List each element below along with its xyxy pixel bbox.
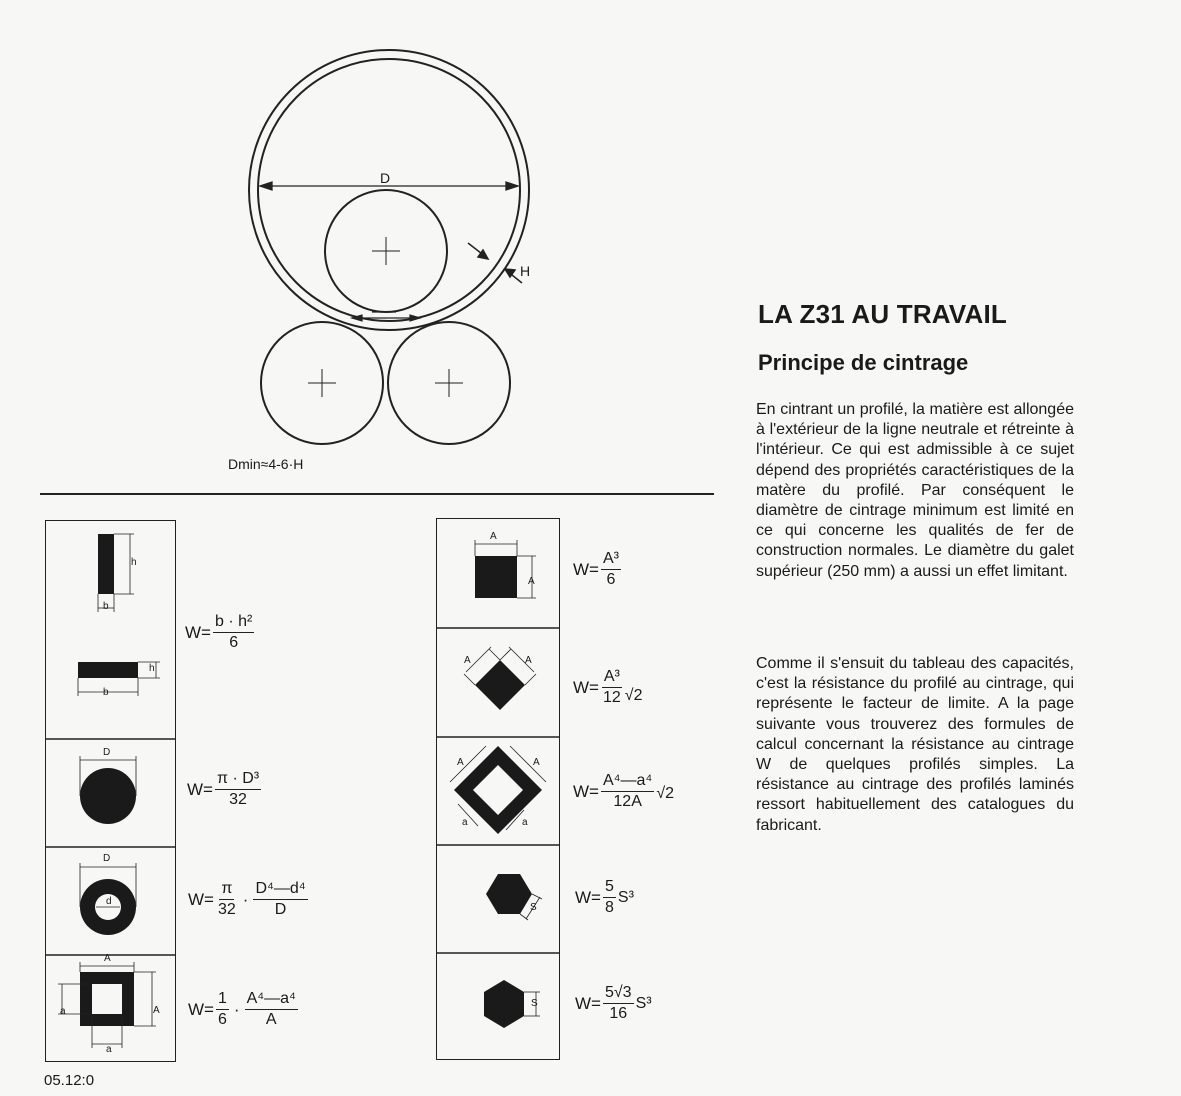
- diamond-label-A-left: A: [464, 655, 471, 666]
- diamond-shape: [452, 638, 552, 726]
- formula-tube-lhs: W=: [188, 889, 214, 909]
- formula-hexagon-point-tail: S³: [635, 994, 652, 1012]
- formula-hollow-square-num1: 1: [216, 990, 229, 1010]
- formula-hollow-diamond-den: 12A: [613, 793, 642, 810]
- bending-diagram: [0, 0, 720, 480]
- rect-vertical-label-b: b: [103, 601, 109, 612]
- diagram-label-D: D: [380, 170, 391, 186]
- formula-diamond-root: √2: [624, 686, 643, 704]
- hollow-diamond-shape: [440, 740, 558, 840]
- formula-hexagon-flat-den: 8: [604, 899, 614, 916]
- formula-tube-den1: 32: [217, 901, 236, 918]
- rect-horizontal-shape: [74, 650, 169, 700]
- formula-hollow-diamond-num: A⁴—a⁴: [601, 772, 654, 792]
- diamond-label-A-right: A: [525, 655, 532, 666]
- formula-square-num: A³: [601, 550, 621, 570]
- page-code: 05.12:0: [44, 1072, 95, 1089]
- formula-hollow-square: [188, 990, 300, 1029]
- formula-hollow-square-num2: A⁴—a⁴: [245, 990, 298, 1010]
- formula-tube-dot: ·: [242, 889, 249, 909]
- hollow-diamond-label-A-right: A: [533, 757, 540, 768]
- hollow-diamond-label-A-left: A: [457, 757, 464, 768]
- formula-tube-num1: π: [219, 880, 234, 900]
- formula-rectangle-num: b · h²: [213, 613, 254, 633]
- formula-hexagon-point-den: 16: [609, 1005, 628, 1022]
- rect-horizontal-label-h: h: [149, 663, 155, 674]
- hexagon-flat-label-S: S: [530, 902, 537, 913]
- formula-tube: [188, 880, 310, 919]
- tube-label-D: D: [103, 853, 111, 864]
- formula-square-lhs: W=: [573, 559, 599, 579]
- hexagon-point-shape: [470, 974, 550, 1040]
- body-paragraph-2: Comme il s'ensuit du tableau des capacités, c'est la résistance du profilé au cintrage, qui représente le facteur de limite. A la page suivante vous trouverez des formules de calcul concernant la résistance au cintrage W de quelques profilés simples. La résistance au cintrage des profilés laminés ressort habituellement des catalogues du fabricant.: [756, 655, 1074, 834]
- formula-hexagon-flat: [575, 878, 634, 917]
- tube-label-d: d: [106, 896, 112, 907]
- solid-circle-label-D: D: [103, 747, 111, 758]
- formula-hollow-square-lhs: W=: [188, 999, 214, 1019]
- hollow-diamond-label-a-right: a: [522, 817, 528, 828]
- formula-rectangle: [185, 613, 256, 652]
- page-title: LA Z31 AU TRAVAIL: [758, 299, 1007, 329]
- formula-tube-num2: D⁴—d⁴: [253, 880, 307, 900]
- formula-hollow-square-dot: ·: [233, 999, 240, 1019]
- hexagon-flat-shape: [470, 866, 550, 926]
- body-paragraph-1: En cintrant un profilé, la matière est allongée à l'extérieur de la ligne neutrale et rétreinte à l'intérieur. Ce qui est admissible à ce sujet dépend des propriétés caractéristiques de la matère du profilé. Par conséquent le diamètre de cintrage minimum est limité en ce qui concerne les qualités de fer de construction normales. Le diamètre du galet supérieur (250 mm) a aussi un effet limitant.: [756, 401, 1074, 580]
- formula-hexagon-point: [575, 984, 652, 1023]
- hollow-diamond-label-a-left: a: [462, 817, 468, 828]
- hollow-square-label-a-bottom: a: [106, 1044, 112, 1055]
- hollow-square-label-A-top: A: [104, 953, 111, 964]
- formula-hollow-diamond: [573, 772, 674, 811]
- rect-horizontal-label-b: b: [103, 687, 109, 698]
- square-shape: [466, 532, 546, 604]
- formula-hollow-square-den2: A: [265, 1011, 277, 1028]
- formula-circle-lhs: W=: [187, 779, 213, 799]
- formula-hollow-diamond-root: √2: [656, 784, 674, 802]
- rect-vertical-label-h: h: [131, 557, 137, 568]
- formula-hollow-diamond-lhs: W=: [573, 781, 599, 801]
- page-subtitle: Principe de cintrage: [758, 350, 969, 375]
- rect-vertical-shape: [90, 528, 150, 618]
- formula-hexagon-flat-num: 5: [603, 878, 616, 898]
- formula-square: [573, 550, 623, 589]
- formula-hexagon-flat-lhs: W=: [575, 887, 601, 907]
- formula-circle: [187, 770, 263, 809]
- formula-diamond-num: A³: [602, 668, 622, 688]
- formula-diamond-lhs: W=: [573, 677, 599, 697]
- hexagon-point-label-S: S: [531, 998, 538, 1009]
- section-divider: [40, 493, 714, 495]
- solid-circle-shape: [74, 748, 144, 832]
- hollow-square-shape: [52, 958, 167, 1058]
- formula-circle-num: π · D³: [215, 770, 261, 790]
- formula-rectangle-lhs: W=: [185, 622, 211, 642]
- formula-hollow-square-den1: 6: [217, 1011, 227, 1028]
- hollow-square-label-a-side: a: [60, 1006, 66, 1017]
- square-label-A-side: A: [528, 576, 535, 587]
- formula-hexagon-point-lhs: W=: [575, 993, 601, 1013]
- formula-rectangle-den: 6: [229, 634, 239, 651]
- hollow-square-label-A-side: A: [153, 1005, 160, 1016]
- formula-hexagon-point-num: 5√3: [603, 984, 634, 1004]
- diagram-caption: Dmin≈4-6·H: [228, 456, 304, 472]
- formula-tube-den2: D: [274, 901, 287, 918]
- formula-hexagon-flat-tail: S³: [617, 888, 634, 906]
- formula-diamond: [573, 668, 642, 707]
- formula-diamond-den: 12: [602, 689, 621, 706]
- formula-square-den: 6: [606, 571, 616, 588]
- diagram-label-H: H: [520, 263, 531, 279]
- square-label-A-top: A: [490, 531, 497, 542]
- formula-circle-den: 32: [229, 791, 247, 808]
